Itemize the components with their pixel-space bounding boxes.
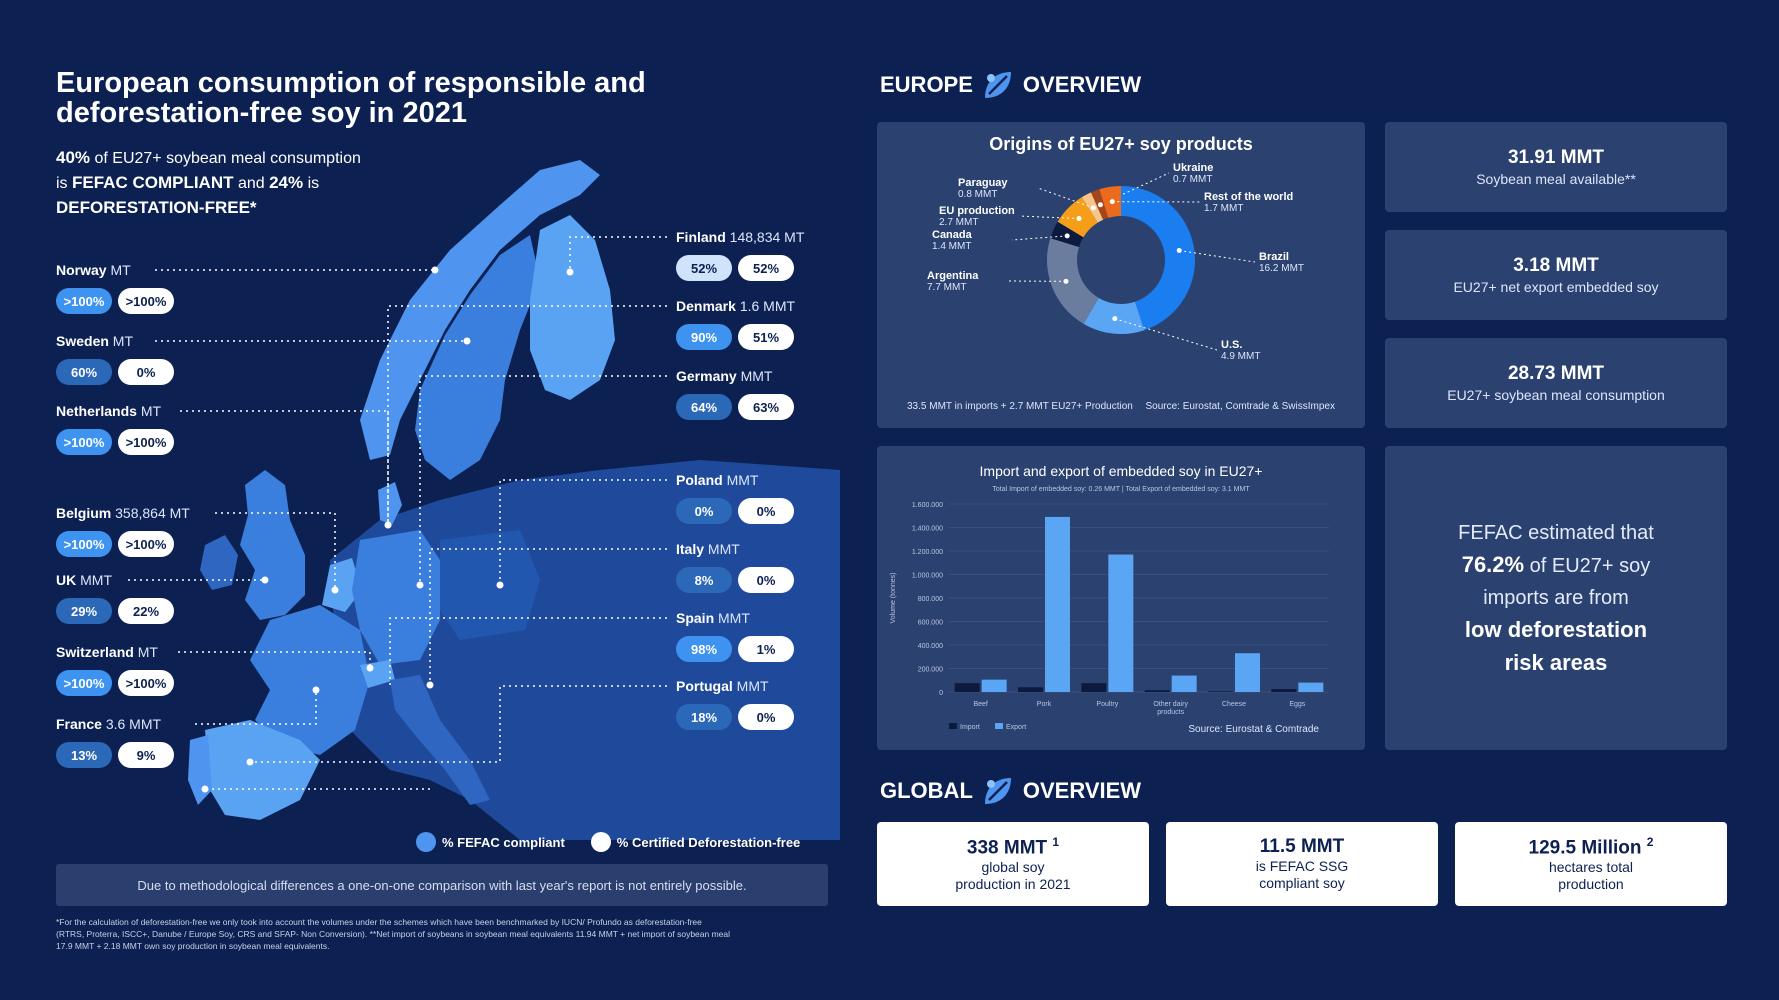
legend-fefac-dot (416, 832, 436, 852)
point-norway (432, 267, 439, 274)
country-italy (676, 541, 794, 593)
global-value: 11.5 MMT (1259, 836, 1345, 857)
country-name: Poland (676, 472, 723, 488)
donut-label-rest-of-the-world: Rest of the world (1204, 191, 1294, 203)
fefac-pill: 90% (676, 324, 732, 350)
point-switzerland (367, 665, 374, 672)
global-hectares-card (1455, 822, 1727, 906)
country-volume: 148,834 MT (729, 229, 805, 245)
intro-text-3: and (233, 175, 270, 192)
global-fefac-ssg-card (1166, 822, 1438, 906)
global-overview-word1: GLOBAL (880, 778, 973, 803)
donut-value-rest-of-the-world: 1.7 MMT (1204, 203, 1244, 214)
bar-import-beef (955, 683, 980, 692)
country-name: Denmark (676, 298, 736, 314)
fefac-bold-1: low deforestation (1464, 616, 1648, 642)
country-norway (56, 262, 174, 314)
country-spain (676, 610, 794, 662)
stat-label: EU27+ soybean meal consumption (1447, 387, 1665, 403)
fefac-pill: 60% (56, 359, 112, 385)
fefac-pill: 0% (676, 498, 732, 524)
stat-meal-consumption (1385, 338, 1727, 428)
embedded-soy-panel (877, 446, 1365, 750)
page-title-line-1: European consumption of responsible and (56, 67, 646, 99)
bar-ytick-label: 800.000 (917, 596, 943, 603)
deforestation-pill: 9% (118, 742, 174, 768)
deforestation-pill: >100% (118, 429, 174, 455)
bar-legend-label-export: Export (1006, 724, 1027, 731)
stat-soybean-meal-available (1385, 122, 1727, 212)
country-netherlands (56, 403, 174, 455)
country-name: Sweden (56, 333, 109, 349)
embedded-soy-bar-chart (877, 446, 1365, 750)
fefac-pill: >100% (56, 531, 112, 557)
country-name: Norway (56, 262, 107, 278)
point-sweden (464, 338, 471, 345)
point-italy (427, 682, 434, 689)
deforestation-pill: 0% (738, 498, 794, 524)
ireland-shape (200, 535, 238, 590)
bar-ytick-label: 1.400.000 (911, 525, 943, 533)
country-volume: MMT (707, 541, 740, 557)
methodology-notice: Due to methodological differences a one-on-one comparison with last year's report is not entirely possible. (56, 864, 828, 906)
fefac-percentage: 76.2% (1461, 551, 1525, 577)
deforestation-pill: 63% (738, 394, 794, 420)
footnote-line-1: *For the calculation of deforestation-free we only took into account the volumes under the schemes which have been benchmarked by IUCN/ Profundo as deforestation-free (56, 917, 702, 927)
bar-export-cheese (1235, 653, 1260, 692)
point-germany (417, 582, 424, 589)
bar-category-label-eggs: Eggs (1289, 701, 1306, 708)
point-finland (567, 269, 574, 276)
donut-label-paraguay: Paraguay (958, 177, 1008, 189)
map-legend (416, 832, 800, 852)
point-denmark (385, 522, 392, 529)
bar-ytick-label: 1.200.000 (911, 549, 943, 556)
bar-ytick-label: 1.600.000 (911, 502, 943, 509)
country-name: Netherlands (56, 403, 137, 419)
fefac-line-3: imports are from (1483, 586, 1629, 609)
bar-category-label-beef: Beef (973, 701, 988, 708)
poland-shape (440, 530, 540, 640)
bar-category-label-poultry: Poultry (1096, 701, 1119, 708)
page-title-line-2: deforestation-free soy in 2021 (56, 97, 467, 129)
footnote-line-2: (RTRS, Proterra, ISCC+, Danube / Europe Soy, CRS and SFAP- Non Conversion). **Net import of soybeans in soybean meal equivalents 11.94 MMT + net import of soybean meal (56, 929, 731, 939)
country-name: Portugal (676, 678, 733, 694)
legend-fefac (416, 832, 565, 852)
country-name: Belgium (56, 505, 112, 521)
deforestation-pill: 51% (738, 324, 794, 350)
stat-label: EU27+ net export embedded soy (1453, 279, 1659, 295)
country-portugal (676, 678, 794, 730)
country-volume: MT (110, 262, 131, 278)
point-poland (497, 582, 504, 589)
legend-deforestation (591, 832, 800, 852)
fefac-pill: 64% (676, 394, 732, 420)
global-label-2: compliant soy (1259, 875, 1345, 891)
point-belgium (332, 587, 339, 594)
deforestation-pill: 1% (738, 636, 794, 662)
intro-text-2: is (56, 175, 72, 192)
global-label-1: global soy (981, 859, 1045, 876)
page-title (56, 68, 756, 128)
country-uk (56, 572, 174, 624)
bar-chart-source: Source: Eurostat & Comtrade (1188, 724, 1319, 735)
donut-value-argentina: 7.7 MMT (927, 282, 967, 293)
europe-overview-word1: EUROPE (880, 72, 973, 97)
deforestation-pill: >100% (118, 288, 174, 314)
point-uk (262, 577, 269, 584)
country-name: Finland (676, 229, 726, 245)
stat-value: 3.18 MMT (1513, 255, 1599, 276)
fefac-pill: 8% (676, 567, 732, 593)
europe-overview-word2: OVERVIEW (1022, 72, 1142, 97)
country-name: Spain (676, 610, 715, 626)
fefac-pill: 98% (676, 636, 732, 662)
soy-leaf-icon (981, 68, 1015, 102)
country-volume: MMT (80, 572, 113, 588)
country-denmark (676, 298, 795, 350)
fefac-bold-2: risk areas (1504, 649, 1608, 675)
intro-pct-deforestation: 24% (269, 173, 304, 192)
europe-overview-heading (880, 68, 1141, 102)
country-france (56, 716, 174, 768)
bar-category-label-cheese: Cheese (1221, 701, 1247, 708)
bar-ytick-label: 400.000 (917, 643, 943, 650)
bar-legend-swatch-export (995, 723, 1003, 729)
bar-import-poultry (1081, 683, 1106, 692)
uk-shape (240, 470, 305, 620)
bar-category-label-other-dairy-products-2: products (1157, 709, 1185, 716)
fefac-line-1: FEFAC estimated that (1458, 521, 1654, 544)
stat-net-export (1385, 230, 1727, 320)
country-volume: MMT (736, 678, 769, 694)
global-label-1: hectares total (1548, 859, 1634, 876)
stat-label: Soybean meal available** (1476, 171, 1636, 187)
fefac-pill: 52% (676, 255, 732, 281)
origins-title: Origins of EU27+ soy products (989, 134, 1253, 154)
country-volume: MMT (740, 368, 773, 384)
intro-text-4: is (303, 175, 320, 192)
deforestation-pill: 0% (738, 704, 794, 730)
country-sweden (56, 333, 174, 385)
country-name: Italy (676, 541, 705, 557)
bar-category-label-other-dairy-products: Other dairy (1153, 701, 1188, 708)
fefac-pill: >100% (56, 429, 112, 455)
country-belgium (56, 505, 190, 557)
bar-import-cheese (1208, 691, 1233, 692)
global-overview-heading (880, 774, 1141, 808)
fefac-pill: 13% (56, 742, 112, 768)
bar-ytick-label: 1.000.000 (911, 572, 943, 580)
bar-export-beef (982, 680, 1007, 692)
donut-value-u-s: 4.9 MMT (1221, 351, 1261, 362)
country-volume: MT (140, 403, 162, 419)
donut-label-u-s: U.S. (1221, 339, 1243, 351)
bar-import-pork (1018, 687, 1043, 692)
country-finland (676, 229, 804, 281)
country-name: Switzerland (56, 644, 134, 660)
global-value: 338 MMT (966, 837, 1048, 859)
country-volume: 3.6 MMT (105, 716, 162, 732)
global-footnote-ref: 2 (1646, 834, 1654, 849)
fefac-pill: >100% (56, 288, 112, 314)
origins-panel (877, 122, 1365, 428)
deforestation-pill: >100% (118, 670, 174, 696)
bar-export-eggs (1298, 683, 1323, 692)
intro-pct-fefac: 40% (56, 148, 91, 167)
legend-deforestation-dot (591, 832, 611, 852)
bar-ytick-label: 200.000 (917, 666, 943, 674)
origins-footer-right: Source: Eurostat, Comtrade & SwissImpex (1145, 401, 1335, 412)
stat-value: 28.73 MMT (1507, 363, 1605, 384)
country-volume: 1.6 MMT (739, 298, 796, 314)
fefac-line-2: of EU27+ soy (1524, 554, 1651, 577)
bar-export-poultry (1108, 555, 1133, 692)
donut-label-brazil: Brazil (1259, 251, 1289, 263)
fefac-pill: 18% (676, 704, 732, 730)
donut-label-argentina: Argentina (927, 270, 979, 282)
country-poland (676, 472, 794, 524)
intro-text-1: of EU27+ soybean meal consumption (90, 150, 361, 167)
donut-value-canada: 1.4 MMT (932, 241, 972, 252)
bar-chart-title: Import and export of embedded soy in EU27+ (979, 463, 1263, 479)
legend-fefac-label: % FEFAC compliant (442, 834, 565, 850)
fefac-estimate-panel (1385, 446, 1727, 750)
global-label-1: is FEFAC SSG (1255, 858, 1349, 874)
donut-label-ukraine: Ukraine (1173, 162, 1214, 174)
donut-value-brazil: 16.2 MMT (1259, 263, 1305, 274)
finland-shape (530, 215, 615, 400)
fefac-pill: >100% (56, 670, 112, 696)
bar-legend-swatch-import (949, 723, 957, 729)
footnote (56, 916, 836, 952)
bar-import-other-dairy-products (1145, 690, 1170, 692)
deforestation-pill: 0% (738, 567, 794, 593)
bar-category-label-pork: Pork (1036, 701, 1052, 708)
bar-legend-label-import: Import (960, 724, 980, 731)
legend-deforestation-label: % Certified Deforestation-free (616, 834, 801, 850)
country-name: UK (56, 572, 77, 588)
intro-fefac-compliant: FEFAC COMPLIANT (72, 173, 234, 192)
country-name: Germany (676, 368, 737, 384)
soy-leaf-icon (981, 774, 1015, 808)
deforestation-pill: 0% (118, 359, 174, 385)
global-label-2: production in 2021 (955, 876, 1071, 893)
donut-leader-u-s (1115, 319, 1217, 350)
intro-deforestation-free: DEFORESTATION-FREE* (56, 198, 257, 217)
country-volume: MT (137, 644, 158, 660)
bar-chart-subtitle: Total Import of embedded soy: 0.26 MMT | Total Export of embedded soy: 3.1 MMT (992, 486, 1250, 493)
country-volume: MMT (718, 610, 750, 626)
bar-import-eggs (1271, 689, 1296, 692)
deforestation-pill: 52% (738, 255, 794, 281)
country-switzerland (56, 644, 174, 696)
global-value: 129.5 Million (1528, 837, 1642, 859)
portugal-shape (188, 735, 212, 805)
bar-export-other-dairy-products (1172, 676, 1197, 692)
bar-ytick-label: 600.000 (917, 619, 943, 627)
donut-value-paraguay: 0.8 MMT (958, 189, 998, 200)
country-name: France (56, 716, 102, 732)
global-footnote-ref: 1 (1052, 834, 1060, 849)
country-volume: 358,864 MT (115, 505, 190, 521)
stat-value: 31.91 MMT (1507, 147, 1605, 168)
footnote-line-3: 17.9 MMT + 2.18 MMT own soy production in soybean meal equivalents. (56, 941, 330, 951)
bar-chart-ylabel: Volume (tonnes) (890, 572, 897, 624)
origins-footer-left: 33.5 MMT in imports + 2.7 MMT EU27+ Production (907, 401, 1133, 412)
donut-value-eu-production: 2.7 MMT (939, 217, 979, 228)
global-overview-word2: OVERVIEW (1022, 778, 1142, 803)
donut-label-eu-production: EU production (939, 205, 1015, 217)
point-portugal (202, 786, 209, 793)
origins-donut-chart (877, 160, 1365, 400)
country-germany (676, 368, 794, 420)
donut-label-canada: Canada (932, 229, 972, 241)
global-soy-production-card (877, 822, 1149, 906)
fefac-pill: 29% (56, 598, 112, 624)
donut-value-ukraine: 0.7 MMT (1173, 174, 1213, 185)
point-spain (247, 759, 254, 766)
global-label-2: production (1558, 876, 1624, 893)
bar-export-pork (1045, 517, 1070, 692)
bar-ytick-label: 0 (939, 690, 943, 697)
country-volume: MT (112, 333, 134, 349)
country-volume: MMT (726, 472, 759, 488)
deforestation-pill: >100% (118, 531, 174, 557)
point-france (313, 687, 320, 694)
deforestation-pill: 22% (118, 598, 174, 624)
